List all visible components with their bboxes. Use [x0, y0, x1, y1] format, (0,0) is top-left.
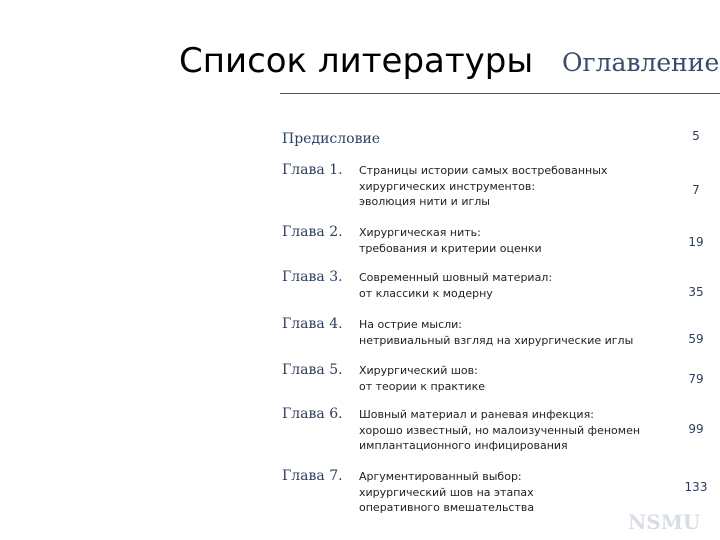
- chapter-7-label: Глава 7.: [282, 468, 343, 484]
- toc-heading: Оглавление: [562, 48, 720, 77]
- chapter-3-page: 35: [688, 285, 704, 299]
- chapter-2-label: Глава 2.: [282, 224, 343, 240]
- chapter-2-title: [359, 225, 649, 256]
- chapter-2-line-2: требования и критерии оценки: [359, 241, 542, 255]
- chapter-6-line-2: хорошо известный, но малоизученный феномен: [359, 423, 641, 437]
- chapter-4-title: [359, 317, 649, 348]
- chapter-7-title: [359, 469, 649, 516]
- chapter-1-line-1: Страницы истории самых востребованных: [359, 164, 608, 177]
- chapter-3-label: Глава 3.: [282, 269, 343, 285]
- heading-divider: [280, 93, 720, 94]
- chapter-6-title: [359, 407, 649, 454]
- chapter-7-line-1: Аргументированный выбор:: [359, 470, 522, 483]
- chapter-4-line-2: нетривиальный взгляд на хирургические иглы: [359, 333, 634, 347]
- chapter-7-line-2: хирургический шов на этапах: [359, 485, 534, 499]
- chapter-5-line-1: Хирургический шов:: [359, 364, 478, 377]
- chapter-4-page: 59: [688, 332, 704, 346]
- toc-preface-label: Предисловие: [282, 131, 381, 147]
- toc-preface-page: 5: [692, 129, 700, 143]
- chapter-3-title: [359, 270, 649, 301]
- chapter-1-title: [359, 163, 649, 210]
- chapter-5-label: Глава 5.: [282, 362, 343, 378]
- chapter-7-line-3: оперативного вмешательства: [359, 501, 535, 514]
- chapter-7-page: 133: [684, 480, 708, 494]
- chapter-1-page: 7: [692, 183, 700, 197]
- nsmu-watermark: NSMU: [628, 510, 701, 534]
- chapter-4-line-1: На острие мысли:: [359, 318, 463, 331]
- chapter-6-line-1: Шовный материал и раневая инфекция:: [359, 408, 594, 421]
- slide-title: Список литературы: [179, 41, 534, 81]
- chapter-2-line-1: Хирургическая нить:: [359, 226, 481, 239]
- chapter-5-page: 79: [688, 372, 704, 386]
- chapter-5-line-2: от теории к практике: [359, 379, 485, 393]
- chapter-1-line-3: эволюция нити и иглы: [359, 195, 490, 208]
- chapter-6-line-3: имплантационного инфицирования: [359, 439, 568, 452]
- chapter-1-label: Глава 1.: [282, 162, 343, 178]
- chapter-5-title: [359, 363, 649, 394]
- chapter-3-line-1: Современный шовный материал:: [359, 271, 553, 284]
- chapter-2-page: 19: [688, 235, 704, 249]
- chapter-1-line-2: хирургических инструментов:: [359, 179, 536, 193]
- chapter-6-page: 99: [688, 422, 704, 436]
- chapter-6-label: Глава 6.: [282, 406, 343, 422]
- chapter-3-line-2: от классики к модерну: [359, 286, 493, 300]
- chapter-4-label: Глава 4.: [282, 316, 343, 332]
